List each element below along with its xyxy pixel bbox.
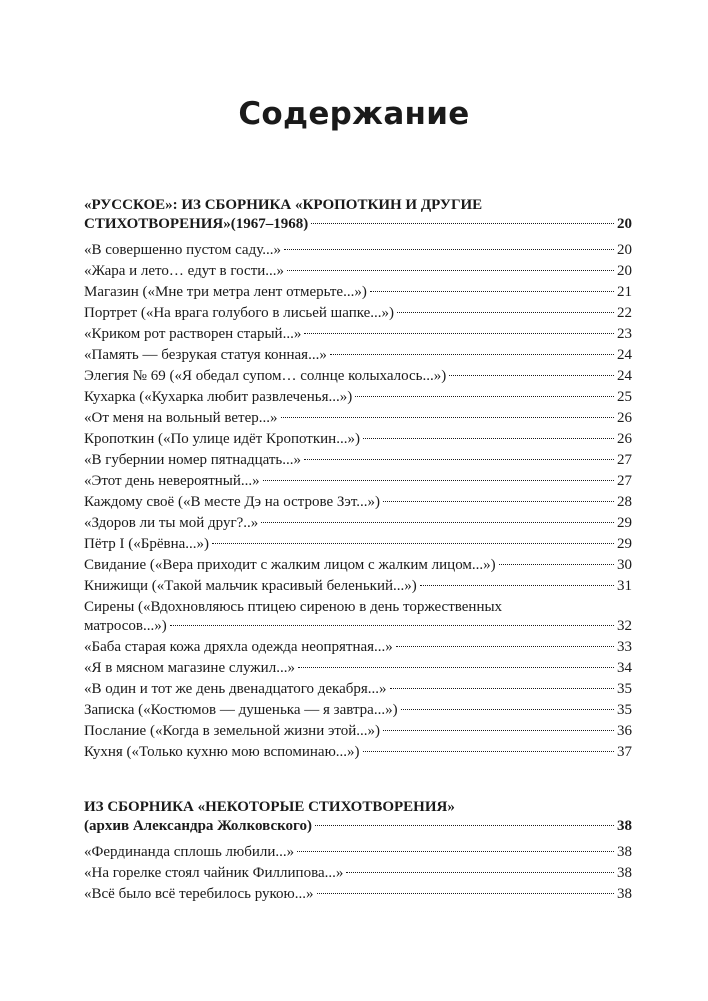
entry-line — [84, 514, 632, 533]
entry-title: Каждому своё («В месте Дэ на острове Зэт...») — [84, 494, 381, 510]
entry-title: «Здоров ли ты мой друг?..» — [84, 515, 259, 531]
entry-line — [84, 659, 632, 678]
section-heading-text: СТИХОТВОРЕНИЯ»(1967–1968) — [84, 216, 309, 232]
toc-entry[interactable] — [84, 388, 632, 409]
toc-entry[interactable] — [84, 885, 632, 906]
entry-line — [84, 885, 632, 904]
toc-entry[interactable] — [84, 472, 632, 493]
entry-page-number: 35 — [617, 702, 632, 718]
toc-entry[interactable] — [84, 598, 632, 638]
entry-title: «Этот день невероятный...» — [84, 473, 260, 489]
section-heading — [84, 196, 632, 234]
entry-title: «Я в мясном магазине служил...» — [84, 660, 295, 676]
toc-section-russkoe — [84, 196, 632, 764]
toc-entry[interactable] — [84, 864, 632, 885]
entry-page-number: 30 — [617, 557, 632, 573]
leader-dots — [284, 249, 614, 250]
leader-dots — [499, 564, 614, 565]
entry-title: «Всё было всё теребилось рукою...» — [84, 886, 314, 902]
toc-entry[interactable] — [84, 843, 632, 864]
entry-line — [84, 262, 632, 281]
entry-title: «Криком рот растворен старый...» — [84, 326, 302, 342]
toc-entry[interactable] — [84, 367, 632, 388]
entry-title: Записка («Костюмов — душенька — я завтра...») — [84, 702, 398, 718]
toc-section-nekotorye — [84, 798, 632, 906]
entry-line — [84, 346, 632, 365]
leader-dots — [383, 730, 614, 731]
leader-dots — [396, 646, 614, 647]
section-heading-line2 — [84, 215, 632, 234]
page-title: Содержание — [238, 96, 470, 132]
toc-entry[interactable] — [84, 241, 632, 262]
entry-page-number: 31 — [617, 578, 632, 594]
entry-title: «Баба старая кожа дряхла одежда неопрятная...» — [84, 639, 393, 655]
entry-title: Послание («Когда в земельной жизни этой...») — [84, 723, 381, 739]
entry-title: Элегия № 69 («Я обедал супом… солнце колыхалось...») — [84, 368, 447, 384]
entry-title: матросов...») — [84, 618, 167, 634]
leader-dots — [287, 270, 614, 271]
toc-entry[interactable] — [84, 577, 632, 598]
leader-dots — [370, 291, 614, 292]
entry-line — [84, 535, 632, 554]
entry-line — [84, 701, 632, 720]
leader-dots — [317, 893, 615, 894]
entry-line — [84, 577, 632, 596]
entry-title: Кухня («Только кухню мою вспоминаю...») — [84, 744, 360, 760]
entry-title: «Жара и лето… едут в гости...» — [84, 263, 285, 279]
entry-line — [84, 388, 632, 407]
toc-entry[interactable] — [84, 493, 632, 514]
entry-title: «В один и тот же день двенадцатого декабря...» — [84, 681, 387, 697]
entry-title: «В губернии номер пятнадцать...» — [84, 452, 302, 468]
entry-title: «Память — безрукая статуя конная...» — [84, 347, 327, 363]
entry-page-number: 33 — [617, 639, 632, 655]
entry-line — [84, 304, 632, 323]
entry-title: Кропоткин («По улице идёт Кропоткин...») — [84, 431, 360, 447]
entry-list — [84, 843, 632, 906]
entry-line — [84, 722, 632, 741]
leader-dots — [355, 396, 614, 397]
toc-entry[interactable] — [84, 659, 632, 680]
entry-page-number: 32 — [617, 618, 632, 634]
toc-entry[interactable] — [84, 430, 632, 451]
entry-page-number: 34 — [617, 660, 632, 676]
entry-title: «Фердинанда сплошь любили...» — [84, 844, 295, 860]
entry-line — [84, 241, 632, 260]
section-page-number: 38 — [617, 818, 632, 834]
leader-dots — [212, 543, 614, 544]
entry-page-number: 38 — [617, 865, 632, 881]
entry-list — [84, 241, 632, 764]
toc-entry[interactable] — [84, 638, 632, 659]
entry-page-number: 20 — [617, 263, 632, 279]
toc-entry[interactable] — [84, 346, 632, 367]
toc-entry[interactable] — [84, 409, 632, 430]
entry-title: Кухарка («Кухарка любит развлеченья...») — [84, 389, 353, 405]
toc-entry[interactable] — [84, 325, 632, 346]
leader-dots — [449, 375, 614, 376]
leader-dots — [263, 480, 614, 481]
leader-dots — [170, 625, 614, 626]
entry-page-number: 38 — [617, 844, 632, 860]
entry-page-number: 28 — [617, 494, 632, 510]
section-heading-line2 — [84, 817, 632, 836]
entry-line — [84, 680, 632, 699]
leader-dots — [330, 354, 614, 355]
toc-entry[interactable] — [84, 701, 632, 722]
entry-line — [84, 493, 632, 512]
toc-entry[interactable] — [84, 514, 632, 535]
entry-page-number: 26 — [617, 410, 632, 426]
entry-line — [84, 556, 632, 575]
entry-line — [84, 367, 632, 386]
entry-page-number: 23 — [617, 326, 632, 342]
toc-entry[interactable] — [84, 722, 632, 743]
leader-dots — [401, 709, 614, 710]
entry-line — [84, 864, 632, 883]
entry-line — [84, 843, 632, 862]
section-page-number: 20 — [617, 216, 632, 232]
toc-entry[interactable] — [84, 262, 632, 283]
leader-dots — [261, 522, 614, 523]
entry-page-number: 21 — [617, 284, 632, 300]
entry-title-line1: Сирены («Вдохновляюсь птицею сиреною в день торжественных — [84, 599, 503, 615]
leader-dots — [298, 667, 614, 668]
section-heading-line1: «РУССКОЕ»: ИЗ СБОРНИКА «КРОПОТКИН И ДРУГИЕ — [84, 197, 483, 213]
entry-title: «На горелке стоял чайник Филлипова...» — [84, 865, 344, 881]
entry-page-number: 20 — [617, 242, 632, 258]
entry-page-number: 25 — [617, 389, 632, 405]
section-heading — [84, 798, 632, 836]
section-heading-line1: ИЗ СБОРНИКА «НЕКОТОРЫЕ СТИХОТВОРЕНИЯ» — [84, 799, 455, 815]
entry-page-number: 24 — [617, 368, 632, 384]
leader-dots — [383, 501, 614, 502]
toc-entry[interactable] — [84, 304, 632, 325]
toc-entry[interactable] — [84, 680, 632, 701]
entry-title: «От меня на вольный ветер...» — [84, 410, 278, 426]
leader-dots — [297, 851, 614, 852]
entry-line — [84, 617, 632, 636]
leader-dots — [363, 438, 614, 439]
entry-title: «В совершенно пустом саду...» — [84, 242, 281, 258]
section-heading-text: (архив Александра Жолковского) — [84, 818, 312, 834]
entry-line — [84, 451, 632, 470]
leader-dots — [315, 825, 614, 826]
entry-page-number: 27 — [617, 473, 632, 489]
entry-title: Магазин («Мне три метра лент отмерьте...») — [84, 284, 367, 300]
leader-dots — [311, 223, 614, 224]
leader-dots — [304, 459, 614, 460]
entry-line — [84, 325, 632, 344]
entry-line — [84, 430, 632, 449]
entry-line — [84, 472, 632, 491]
toc-entry[interactable] — [84, 451, 632, 472]
entry-line — [84, 638, 632, 657]
entry-page-number: 22 — [617, 305, 632, 321]
entry-line — [84, 283, 632, 302]
entry-title: Книжищи («Такой мальчик красивый беленький...») — [84, 578, 417, 594]
leader-dots — [390, 688, 614, 689]
entry-line — [84, 743, 632, 762]
leader-dots — [281, 417, 614, 418]
toc-entry[interactable] — [84, 556, 632, 577]
entry-page-number: 36 — [617, 723, 632, 739]
entry-page-number: 29 — [617, 515, 632, 531]
entry-title: Пётр I («Брёвна...») — [84, 536, 210, 552]
entry-title: Свидание («Вера приходит с жалким лицом с жалким лицом...») — [84, 557, 496, 573]
leader-dots — [363, 751, 614, 752]
entry-page-number: 38 — [617, 886, 632, 902]
leader-dots — [346, 872, 614, 873]
leader-dots — [397, 312, 614, 313]
entry-page-number: 35 — [617, 681, 632, 697]
entry-page-number: 37 — [617, 744, 632, 760]
entry-line — [84, 409, 632, 428]
toc-entry[interactable] — [84, 283, 632, 304]
entry-page-number: 24 — [617, 347, 632, 363]
entry-page-number: 29 — [617, 536, 632, 552]
toc-entry[interactable] — [84, 535, 632, 556]
leader-dots — [304, 333, 614, 334]
entry-page-number: 26 — [617, 431, 632, 447]
entry-title: Портрет («На врага голубого в лисьей шапке...») — [84, 305, 395, 321]
entry-page-number: 27 — [617, 452, 632, 468]
toc-entry[interactable] — [84, 743, 632, 764]
leader-dots — [420, 585, 614, 586]
